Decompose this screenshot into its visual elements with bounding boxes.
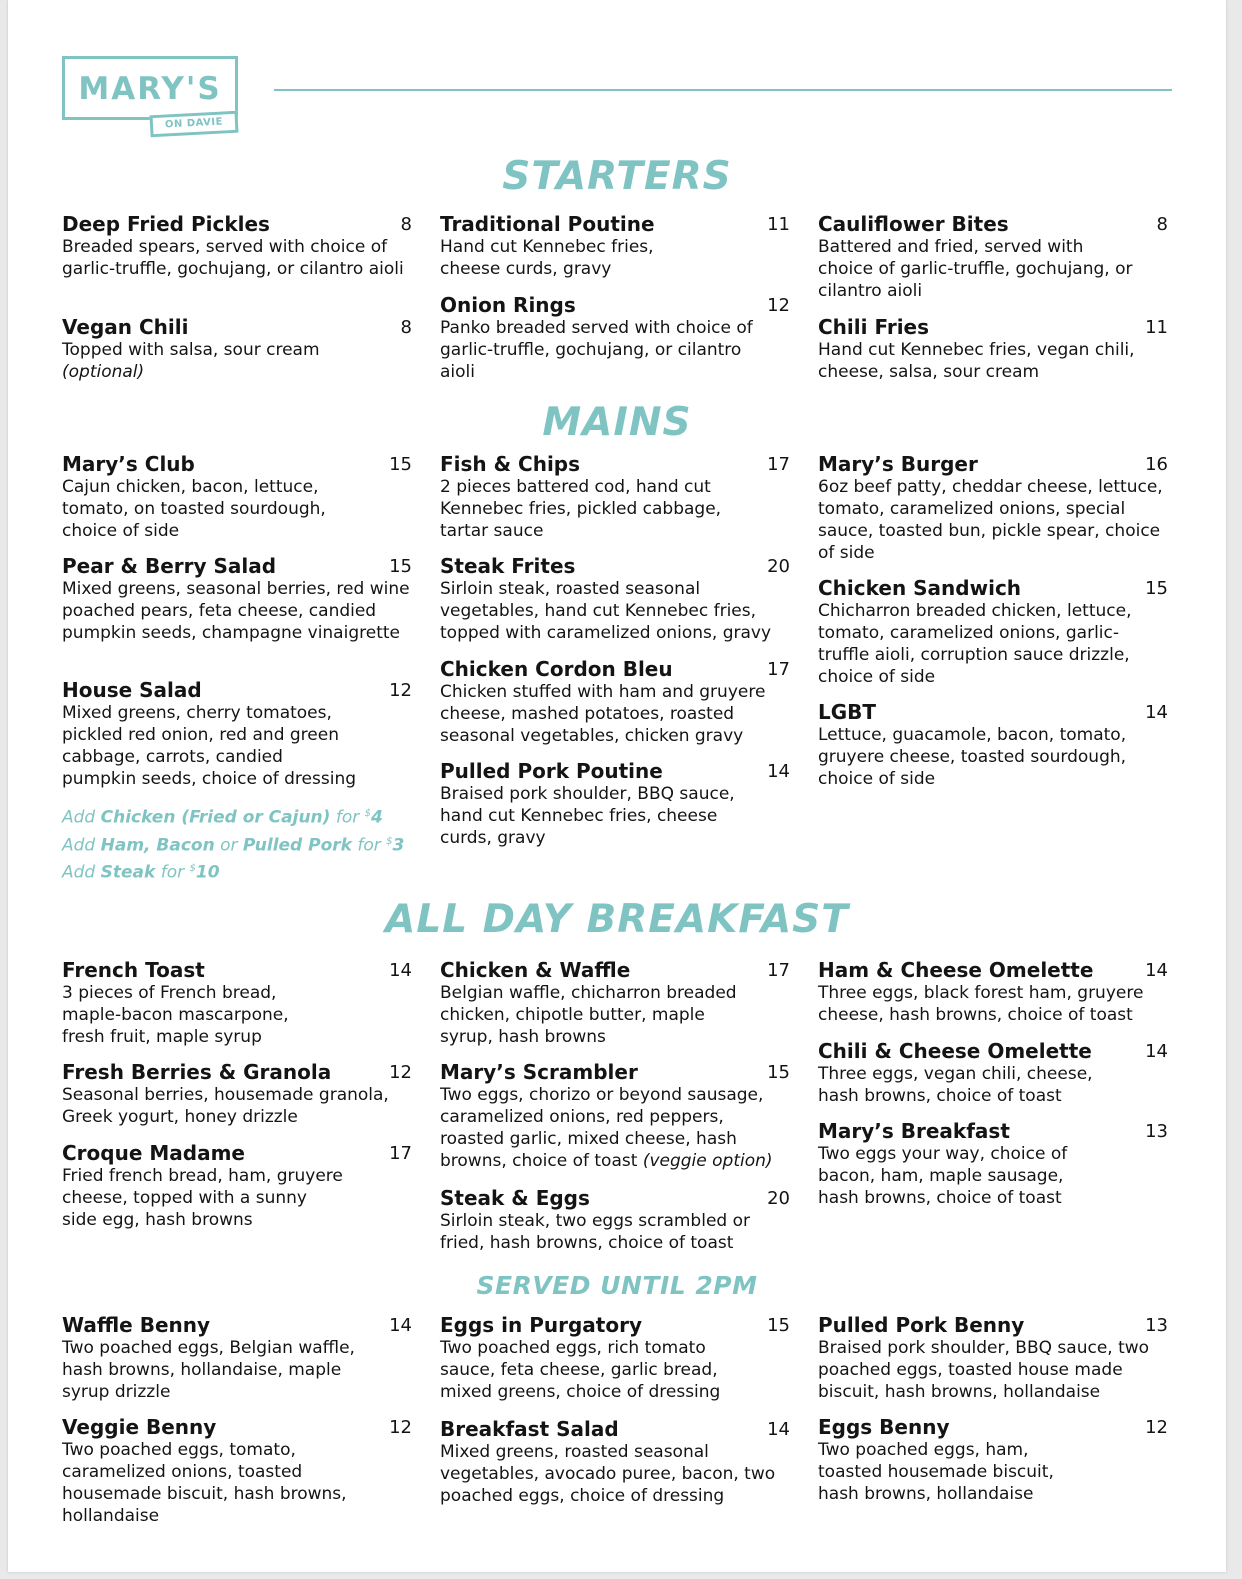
item-price: 11 bbox=[1145, 317, 1168, 338]
item-name: Breakfast Salad bbox=[440, 1417, 619, 1441]
section-title-all-day-breakfast: ALL DAY BREAKFAST bbox=[385, 897, 849, 942]
item-description: Two poached eggs, tomato, caramelized onions, toasted housemade biscuit, hash browns, hollandaise bbox=[62, 1440, 347, 1526]
menu-item-fresh-berries-granola bbox=[62, 1061, 412, 1128]
section-title-served-until-2pm: SERVED UNTIL 2PM bbox=[476, 1271, 758, 1300]
item-description: Seasonal berries, housemade granola, Greek yogurt, honey drizzle bbox=[62, 1085, 389, 1127]
item-name: Croque Madame bbox=[62, 1141, 245, 1165]
item-price: 17 bbox=[767, 960, 790, 981]
item-description: Sirloin steak, roasted seasonal vegetables, hand cut Kennebec fries, topped with caramelized onions, gravy bbox=[440, 579, 772, 643]
item-name: Eggs Benny bbox=[818, 1415, 950, 1439]
item-name: Mary’s Club bbox=[62, 452, 195, 476]
menu-item-eggs-in-purgatory bbox=[440, 1314, 790, 1403]
marys-logo bbox=[62, 56, 238, 131]
item-price: 14 bbox=[389, 1315, 412, 1336]
item-price: 17 bbox=[767, 659, 790, 680]
item-price: 14 bbox=[767, 1419, 790, 1440]
menu-item-ham-cheese-omelette bbox=[818, 959, 1168, 1026]
menu-item-steak-frites bbox=[440, 555, 790, 644]
item-price: 14 bbox=[389, 960, 412, 981]
menu-item-french-toast bbox=[62, 959, 412, 1048]
menu-item-marys-breakfast bbox=[818, 1120, 1168, 1209]
item-description: Panko breaded served with choice of garlic-truffle, gochujang, or cilantro aioli bbox=[440, 318, 753, 382]
menu-item-chili-cheese-omelette bbox=[818, 1040, 1168, 1107]
item-name: Pear & Berry Salad bbox=[62, 554, 277, 578]
menu-item-eggs-benny bbox=[818, 1416, 1168, 1505]
item-description: Cajun chicken, bacon, lettuce, tomato, on toasted sourdough, choice of side bbox=[62, 477, 326, 541]
item-description: Braised pork shoulder, BBQ sauce, hand cut Kennebec fries, cheese curds, gravy bbox=[440, 784, 735, 848]
item-name: LGBT bbox=[818, 700, 877, 724]
menu-item-croque-madame bbox=[62, 1142, 412, 1231]
item-price: 17 bbox=[389, 1143, 412, 1164]
item-name: Eggs in Purgatory bbox=[440, 1313, 642, 1337]
item-description: Three eggs, vegan chili, cheese, hash browns, choice of toast bbox=[818, 1064, 1093, 1106]
item-price: 15 bbox=[389, 556, 412, 577]
addon-chicken: Add Chicken (Fried or Cajun) for $4 bbox=[62, 807, 383, 828]
menu-item-chicken-sandwich bbox=[818, 577, 1168, 688]
item-price: 20 bbox=[767, 1188, 790, 1209]
menu-item-steak-eggs bbox=[440, 1187, 790, 1254]
item-description: Three eggs, black forest ham, gruyere cheese, hash browns, choice of toast bbox=[818, 983, 1144, 1025]
menu-page bbox=[8, 0, 1226, 1572]
item-description: Belgian waffle, chicharron breaded chicken, chipotle butter, maple syrup, hash browns bbox=[440, 983, 737, 1047]
item-name: House Salad bbox=[62, 678, 202, 702]
section-title-starters: STARTERS bbox=[502, 154, 732, 199]
menu-item-chicken-cordon-bleu bbox=[440, 658, 790, 747]
menu-item-pulled-pork-poutine bbox=[440, 760, 790, 849]
item-note: (veggie option) bbox=[642, 1151, 773, 1171]
menu-item-traditional-poutine bbox=[440, 213, 790, 280]
item-price: 15 bbox=[1145, 578, 1168, 599]
item-description: Chicken stuffed with ham and gruyere cheese, mashed potatoes, roasted seasonal vegetables, chicken gravy bbox=[440, 682, 766, 746]
item-name: Chicken & Waffle bbox=[440, 958, 631, 982]
item-price: 12 bbox=[1145, 1417, 1168, 1438]
item-price: 8 bbox=[400, 214, 412, 235]
menu-item-waffle-benny bbox=[62, 1314, 412, 1403]
item-name: Pulled Pork Poutine bbox=[440, 759, 663, 783]
item-price: 11 bbox=[767, 214, 790, 235]
item-name: Vegan Chili bbox=[62, 315, 189, 339]
item-description: Mixed greens, seasonal berries, red wine poached pears, feta cheese, candied pumpkin seeds, champagne vinaigrette bbox=[62, 579, 410, 643]
item-name: Onion Rings bbox=[440, 293, 576, 317]
item-price: 13 bbox=[1145, 1315, 1168, 1336]
menu-item-vegan-chili bbox=[62, 316, 412, 383]
item-name: Veggie Benny bbox=[62, 1415, 217, 1439]
item-description: 3 pieces of French bread, maple-bacon mascarpone, fresh fruit, maple syrup bbox=[62, 983, 289, 1047]
item-description: Breaded spears, served with choice of garlic-truffle, gochujang, or cilantro aioli bbox=[62, 237, 404, 279]
item-name: Mary’s Scrambler bbox=[440, 1060, 638, 1084]
item-price: 15 bbox=[767, 1062, 790, 1083]
item-name: Chili & Cheese Omelette bbox=[818, 1039, 1092, 1063]
item-price: 14 bbox=[767, 761, 790, 782]
item-price: 14 bbox=[1145, 1041, 1168, 1062]
section-title-mains: MAINS bbox=[542, 400, 692, 445]
item-name: Steak Frites bbox=[440, 554, 576, 578]
item-description: Battered and fried, served with choice of garlic-truffle, gochujang, or cilantro aioli bbox=[818, 237, 1133, 301]
item-description: Topped with salsa, sour cream bbox=[62, 340, 320, 360]
menu-item-pear-berry-salad bbox=[62, 555, 412, 644]
item-note: (optional) bbox=[62, 362, 145, 382]
item-description: Mixed greens, roasted seasonal vegetables, avocado puree, bacon, two poached eggs, choice of dressing bbox=[440, 1442, 776, 1506]
item-name: Pulled Pork Benny bbox=[818, 1313, 1025, 1337]
item-description: Hand cut Kennebec fries, vegan chili, cheese, salsa, sour cream bbox=[818, 340, 1135, 382]
menu-item-fish-chips bbox=[440, 453, 790, 542]
menu-item-marys-club bbox=[62, 453, 412, 542]
item-description: Two eggs, chorizo or beyond sausage, caramelized onions, red peppers, roasted garlic, mixed cheese, hash browns, choice of toast bbox=[440, 1085, 764, 1171]
item-description: Two poached eggs, rich tomato sauce, feta cheese, garlic bread, mixed greens, choice of dressing bbox=[440, 1338, 721, 1402]
item-price: 15 bbox=[389, 454, 412, 475]
item-name: Ham & Cheese Omelette bbox=[818, 958, 1094, 982]
menu-item-pulled-pork-benny bbox=[818, 1314, 1168, 1403]
item-price: 12 bbox=[389, 1062, 412, 1083]
item-name: French Toast bbox=[62, 958, 205, 982]
menu-item-marys-burger bbox=[818, 453, 1168, 564]
item-name: Fresh Berries & Granola bbox=[62, 1060, 332, 1084]
menu-item-breakfast-salad bbox=[440, 1418, 790, 1507]
item-name: Waffle Benny bbox=[62, 1313, 211, 1337]
item-price: 8 bbox=[1156, 214, 1168, 235]
item-price: 12 bbox=[389, 680, 412, 701]
item-name: Chicken Sandwich bbox=[818, 576, 1022, 600]
item-price: 16 bbox=[1145, 454, 1168, 475]
add-ons bbox=[62, 802, 422, 885]
item-price: 14 bbox=[1145, 960, 1168, 981]
logo-name: MARY'S bbox=[78, 71, 222, 107]
item-description: 2 pieces battered cod, hand cut Kennebec fries, pickled cabbage, tartar sauce bbox=[440, 477, 722, 541]
item-description: Sirloin steak, two eggs scrambled or fried, hash browns, choice of toast bbox=[440, 1211, 750, 1253]
item-name: Chili Fries bbox=[818, 315, 930, 339]
menu-item-lgbt bbox=[818, 701, 1168, 790]
menu-item-marys-scrambler bbox=[440, 1061, 790, 1172]
item-name: Fish & Chips bbox=[440, 452, 581, 476]
addon-ham-bacon-pork: Add Ham, Bacon or Pulled Pork for $3 bbox=[62, 835, 405, 856]
item-name: Mary’s Burger bbox=[818, 452, 978, 476]
menu-item-onion-rings bbox=[440, 294, 790, 383]
item-description: Two poached eggs, ham, toasted housemade biscuit, hash browns, hollandaise bbox=[818, 1440, 1054, 1504]
item-name: Mary’s Breakfast bbox=[818, 1119, 1010, 1143]
menu-item-deep-fried-pickles bbox=[62, 213, 412, 280]
addon-steak: Add Steak for $10 bbox=[62, 862, 220, 883]
item-price: 17 bbox=[767, 454, 790, 475]
item-description: Chicharron breaded chicken, lettuce, tomato, caramelized onions, garlic-truffle aioli, corruption sauce drizzle, choice of side bbox=[818, 601, 1132, 687]
logo-subtitle: ON DAVIE bbox=[149, 111, 238, 138]
item-name: Deep Fried Pickles bbox=[62, 212, 270, 236]
item-name: Cauliflower Bites bbox=[818, 212, 1009, 236]
item-price: 13 bbox=[1145, 1121, 1168, 1142]
item-description: 6oz beef patty, cheddar cheese, lettuce, tomato, caramelized onions, special sauce, toasted bun, pickle spear, choice of side bbox=[818, 477, 1163, 563]
menu-item-chicken-waffle bbox=[440, 959, 790, 1048]
item-name: Traditional Poutine bbox=[440, 212, 655, 236]
item-name: Chicken Cordon Bleu bbox=[440, 657, 673, 681]
item-price: 8 bbox=[400, 317, 412, 338]
item-price: 12 bbox=[389, 1417, 412, 1438]
item-description: Fried french bread, ham, gruyere cheese, topped with a sunny side egg, hash browns bbox=[62, 1166, 343, 1230]
item-description: Mixed greens, cherry tomatoes, pickled red onion, red and green cabbage, carrots, candied pumpkin seeds, choice of dressing bbox=[62, 703, 357, 789]
item-description: Braised pork shoulder, BBQ sauce, two poached eggs, toasted house made biscuit, hash browns, hollandaise bbox=[818, 1338, 1150, 1402]
menu-item-veggie-benny bbox=[62, 1416, 412, 1527]
header-rule bbox=[274, 89, 1172, 91]
item-name: Steak & Eggs bbox=[440, 1186, 590, 1210]
menu-item-house-salad bbox=[62, 679, 412, 790]
menu-item-chili-fries bbox=[818, 316, 1168, 383]
item-price: 15 bbox=[767, 1315, 790, 1336]
menu-item-cauliflower-bites bbox=[818, 213, 1168, 302]
item-price: 14 bbox=[1145, 702, 1168, 723]
item-price: 20 bbox=[767, 556, 790, 577]
item-price: 12 bbox=[767, 295, 790, 316]
item-description: Two eggs your way, choice of bacon, ham, maple sausage, hash browns, choice of toast bbox=[818, 1144, 1068, 1208]
item-description: Hand cut Kennebec fries, cheese curds, gravy bbox=[440, 237, 654, 279]
item-description: Lettuce, guacamole, bacon, tomato, gruyere cheese, toasted sourdough, choice of side bbox=[818, 725, 1127, 789]
item-description: Two poached eggs, Belgian waffle, hash browns, hollandaise, maple syrup drizzle bbox=[62, 1338, 355, 1402]
